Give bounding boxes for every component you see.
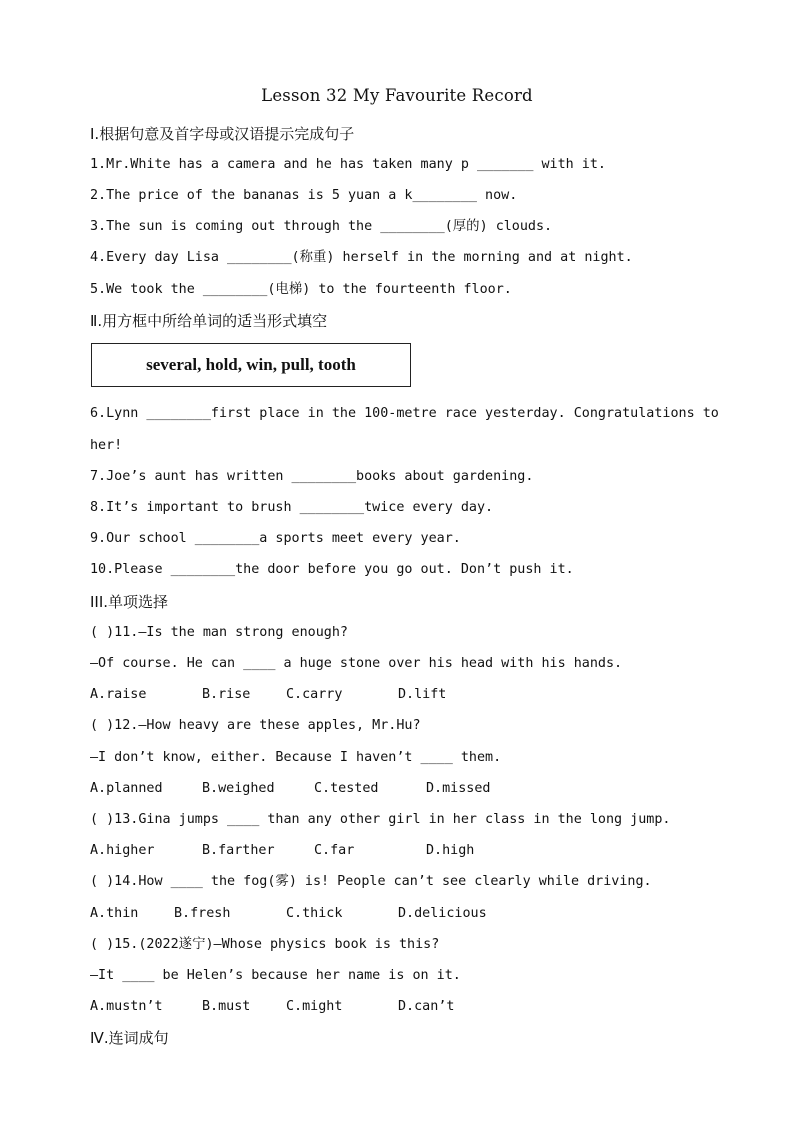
question-4: 4.Every day Lisa ________(称重) herself in the morning and at night. bbox=[90, 250, 633, 265]
option-d: D.can’t bbox=[398, 999, 455, 1014]
question-15-answer-line: —It ____ be Helen’s because her name is on it. bbox=[90, 968, 461, 983]
option-c: C.thick bbox=[286, 906, 343, 921]
option-d: D.missed bbox=[426, 781, 491, 796]
question-1: 1.Mr.White has a camera and he has taken many p _______ with it. bbox=[90, 157, 606, 172]
option-d: D.delicious bbox=[398, 906, 487, 921]
word-box-text: several, hold, win, pull, tooth bbox=[146, 355, 356, 374]
option-c: C.tested bbox=[314, 781, 379, 796]
option-a: A.higher bbox=[90, 843, 155, 858]
question-14-options bbox=[90, 905, 487, 923]
option-a: A.raise bbox=[90, 687, 147, 702]
question-14: ( )14.How ____ the fog(雾) is! People can’t see clearly while driving. bbox=[90, 874, 652, 889]
word-box bbox=[91, 343, 411, 387]
question-11: ( )11.—Is the man strong enough? bbox=[90, 625, 348, 640]
option-a: A.mustn’t bbox=[90, 999, 163, 1014]
option-b: B.weighed bbox=[202, 781, 275, 796]
option-b: B.must bbox=[202, 999, 251, 1014]
question-13: ( )13.Gina jumps ____ than any other girl in her class in the long jump. bbox=[90, 812, 671, 827]
option-d: D.lift bbox=[398, 687, 447, 702]
question-13-options bbox=[90, 842, 474, 860]
question-7: 7.Joe’s aunt has written ________books about gardening. bbox=[90, 469, 534, 484]
option-a: A.planned bbox=[90, 781, 163, 796]
section-1-heading: Ⅰ.根据句意及首字母或汉语提示完成句子 bbox=[90, 125, 355, 143]
section-3-heading: III.单项选择 bbox=[90, 593, 169, 611]
option-b: B.fresh bbox=[174, 906, 231, 921]
question-12-options bbox=[90, 780, 491, 798]
question-8: 8.It’s important to brush ________twice every day. bbox=[90, 500, 494, 515]
section-4-heading: Ⅳ.连词成句 bbox=[90, 1029, 169, 1047]
question-3: 3.The sun is coming out through the ________(厚的) clouds. bbox=[90, 219, 553, 234]
option-a: A.thin bbox=[90, 906, 139, 921]
question-12-answer-line: —I don’t know, either. Because I haven’t ____ them. bbox=[90, 750, 502, 765]
question-11-answer-line: —Of course. He can ____ a huge stone over his head with his hands. bbox=[90, 656, 623, 671]
option-b: B.rise bbox=[202, 687, 251, 702]
question-6-line-1: 6.Lynn ________first place in the 100-metre race yesterday. Congratulations to bbox=[90, 406, 719, 421]
option-b: B.farther bbox=[202, 843, 275, 858]
question-11-options bbox=[90, 686, 446, 704]
option-c: C.far bbox=[314, 843, 355, 858]
section-2-heading: Ⅱ.用方框中所给单词的适当形式填空 bbox=[90, 312, 328, 330]
question-9: 9.Our school ________a sports meet every year. bbox=[90, 531, 461, 546]
question-15: ( )15.(2022遂宁)—Whose physics book is this? bbox=[90, 937, 440, 952]
question-6-line-2: her! bbox=[90, 438, 123, 453]
option-d: D.high bbox=[426, 843, 475, 858]
question-5: 5.We took the ________(电梯) to the fourteenth floor. bbox=[90, 282, 512, 297]
question-2: 2.The price of the bananas is 5 yuan a k________ now. bbox=[90, 188, 518, 203]
question-12: ( )12.—How heavy are these apples, Mr.Hu? bbox=[90, 718, 421, 733]
question-10: 10.Please ________the door before you go out. Don’t push it. bbox=[90, 562, 574, 577]
option-c: C.carry bbox=[286, 687, 343, 702]
option-c: C.might bbox=[286, 999, 343, 1014]
question-15-options bbox=[90, 998, 454, 1016]
page-title: Lesson 32 My Favourite Record bbox=[261, 86, 533, 105]
